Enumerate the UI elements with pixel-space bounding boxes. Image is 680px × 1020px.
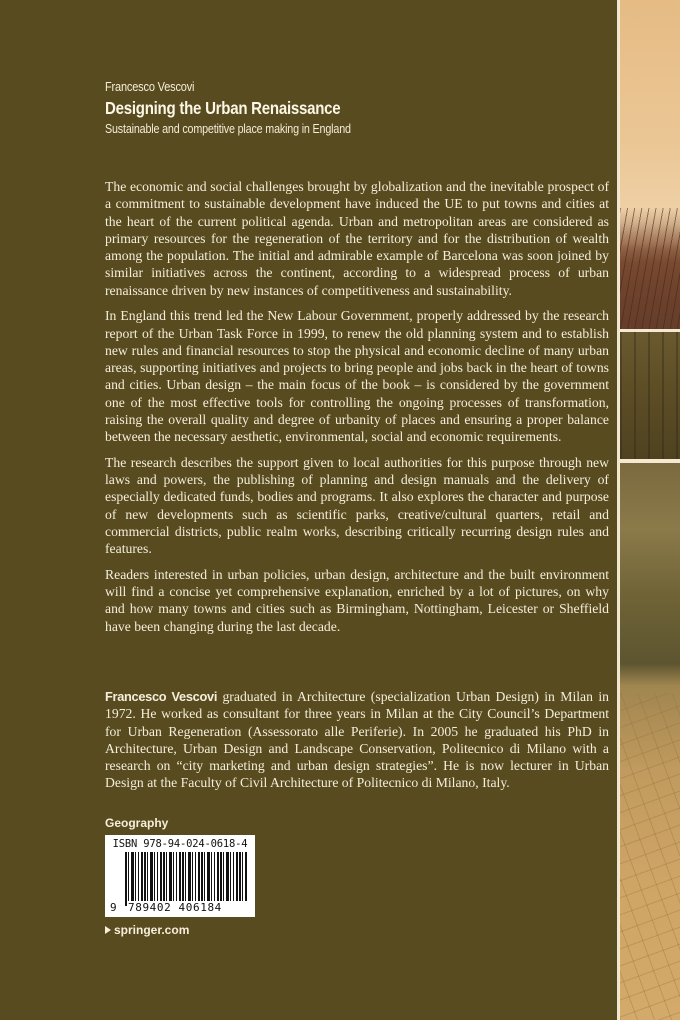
blurb-paragraph: Readers interested in urban policies, urban design, architecture and the built environment will find a concise yet comprehensive explanation, enriched by a lot of pictures, on why and how many towns and cities such as Birmingham, Nottingham, Leicester or Sheffield have been changing during the last decade.	[105, 566, 609, 634]
bio-author-name: Francesco Vescovi	[105, 689, 218, 704]
cover-header	[105, 80, 605, 136]
publisher-link-label: springer.com	[114, 923, 190, 937]
barcode-bars	[125, 852, 247, 906]
play-arrow-icon	[105, 926, 111, 934]
photo-trees-buildings	[620, 0, 680, 329]
blurb-paragraph: The economic and social challenges brought by globalization and the inevitable prospect of a commitment to sustainable development have induced the UE to put towns and cities at the heart of the current political agenda. Urban and metropolitan areas are considered as primary resources for the regeneration of the territory and for the distribution of wealth among the population. The initial and admirable example of Barcelona was soon joined by similar initiatives across the continent, according to a widespread process of urban renaissance driven by new instances of competitiveness and sustainability.	[105, 179, 609, 298]
ean-digits: 789402 406184	[127, 901, 247, 914]
author-bio	[105, 688, 609, 792]
blurb-paragraph: In England this trend led the New Labour Government, properly addressed by the research report of the Urban Task Force in 1999, to renew the old planning system and to establish new rules and financial resources to stop the physical and economic decline of many urban areas, supporting initiatives and projects to bring people and jobs back in the heart of towns and cities. Urban design – the main focus of the book – is considered by the government one of the most effective tools for controlling the ongoing processes of transformation, raising the overall quality and degree of urbanity of places and ensuring a proper balance between the necessary aesthetic, environmental, social and economic requirements.	[105, 308, 609, 444]
subject-category: Geography	[105, 816, 169, 830]
photo-strip	[617, 0, 680, 1020]
book-title: Designing the Urban Renaissance	[105, 98, 341, 118]
ean-digits-row	[105, 900, 255, 914]
bio-text: graduated in Architecture (specialization Urban Design) in Milan in 1972. He worked as consultant for three years in Milan at the City Council’s Department for Urban Regeneration (Assessorato alle Periferie). In 2005 he graduated his PhD in Architecture, Urban Design and Landscape Conservation, Politecnico di Milano with a research on “city marketing and urban design strategies”. He is now lecturer in Urban Design at the Faculty of Civil Architecture of Politecnico di Milano, Italy.	[105, 689, 609, 791]
author-name: Francesco Vescovi	[105, 80, 195, 94]
blurb-paragraph: The research describes the support given to local authorities for this purpose through new laws and powers, the publishing of planning and design manuals and the delivery of especially dedicated funds, bodies and programs. It also explores the character and purpose of new developments such as scientific parks, creative/cultural quarters, retail and commercial districts, public realm works, describing critically recurring design rules and features.	[105, 454, 609, 556]
photo-paved-plaza	[620, 463, 680, 1020]
divider-line	[617, 0, 619, 1020]
isbn-number: ISBN 978-94-024-0618-4	[112, 838, 248, 850]
ean-lead-digit: 9	[110, 901, 117, 914]
isbn-barcode	[105, 835, 255, 917]
tree-silhouettes	[620, 208, 680, 329]
paving-pattern	[620, 693, 680, 1020]
book-subtitle: Sustainable and competitive place making in England	[105, 122, 351, 136]
photo-building-facade	[620, 332, 680, 459]
publisher-link[interactable]	[105, 923, 189, 937]
blurb	[105, 178, 609, 643]
